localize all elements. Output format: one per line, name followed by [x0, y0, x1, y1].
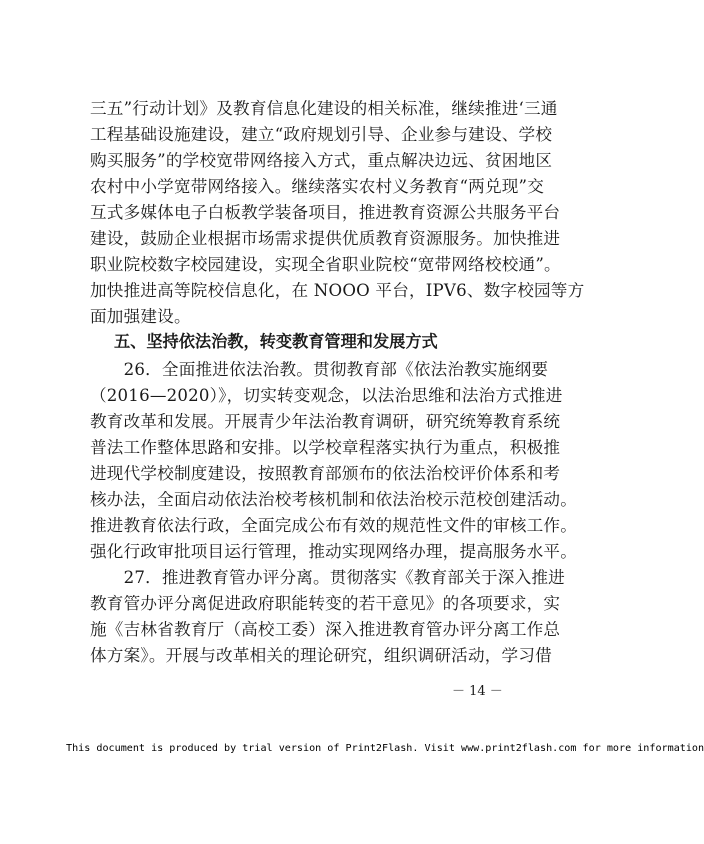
body-line: 建设，鼓励企业根据市场需求提供优质教育资源服务。加快推进: [90, 229, 561, 248]
body-line: 26．全面推进依法治教。贯彻教育部《依法治教实施纲要: [90, 360, 549, 379]
body-line: 27．推进教育管办评分离。贯彻落实《教育部关于深入推进: [90, 568, 565, 587]
body-line: 教育改革和发展。开展青少年法治教育调研，研究统筹教育系统: [90, 412, 561, 431]
body-line: 面加强建设。: [90, 307, 191, 326]
body-line: 购买服务”的学校宽带网络接入方式，重点解决边远、贫困地区: [90, 151, 553, 170]
body-line: 普法工作整体思路和安排。以学校章程落实执行为重点，积极推: [90, 438, 561, 457]
trial-watermark: This document is produced by trial version of Print2Flash. Visit www.print2flash.com for more information: [66, 743, 704, 754]
page-number: － 14 －: [452, 684, 503, 699]
body-line: 强化行政审批项目运行管理，推动实现网络办理，提高服务水平。: [90, 542, 578, 561]
body-line: 进现代学校制度建设，按照教育部颁布的依法治校评价体系和考: [90, 464, 561, 483]
body-line: 核办法，全面启动依法治校考核机制和依法治校示范校创建活动。: [90, 490, 578, 509]
body-line: 农村中小学宽带网络接入。继续落实农村义务教育“两兑现”交: [90, 177, 545, 196]
body-line: 互式多媒体电子白板教学装备项目，推进教育资源公共服务平台: [90, 203, 561, 222]
body-line: 施《吉林省教育厅（高校工委）深入推进教育管办评分离工作总: [90, 620, 561, 639]
body-line: 教育管办评分离促进政府职能转变的若干意见》的各项要求，实: [90, 594, 561, 613]
body-line: 三五”行动计划》及教育信息化建设的相关标准，继续推进‘三通: [90, 99, 558, 118]
body-line: 加快推进高等院校信息化，在 NOOO 平台，IPV6、数字校园等方: [90, 281, 585, 300]
body-line: 职业院校数字校园建设，实现全省职业院校“宽带网络校校通”。: [90, 255, 561, 274]
body-line: 推进教育依法行政，全面完成公布有效的规范性文件的审核工作。: [90, 516, 578, 535]
body-line: 工程基础设施建设，建立“政府规划引导、企业参与建设、学校: [90, 125, 553, 144]
section-heading: 五、坚持依法治教，转变教育管理和发展方式: [114, 332, 438, 351]
body-line: 体方案》。开展与改革相关的理论研究，组织调研活动，学习借: [90, 646, 552, 665]
body-line: （2016—2020）》，切实转变观念，以法治思维和法治方式推进: [90, 386, 563, 405]
